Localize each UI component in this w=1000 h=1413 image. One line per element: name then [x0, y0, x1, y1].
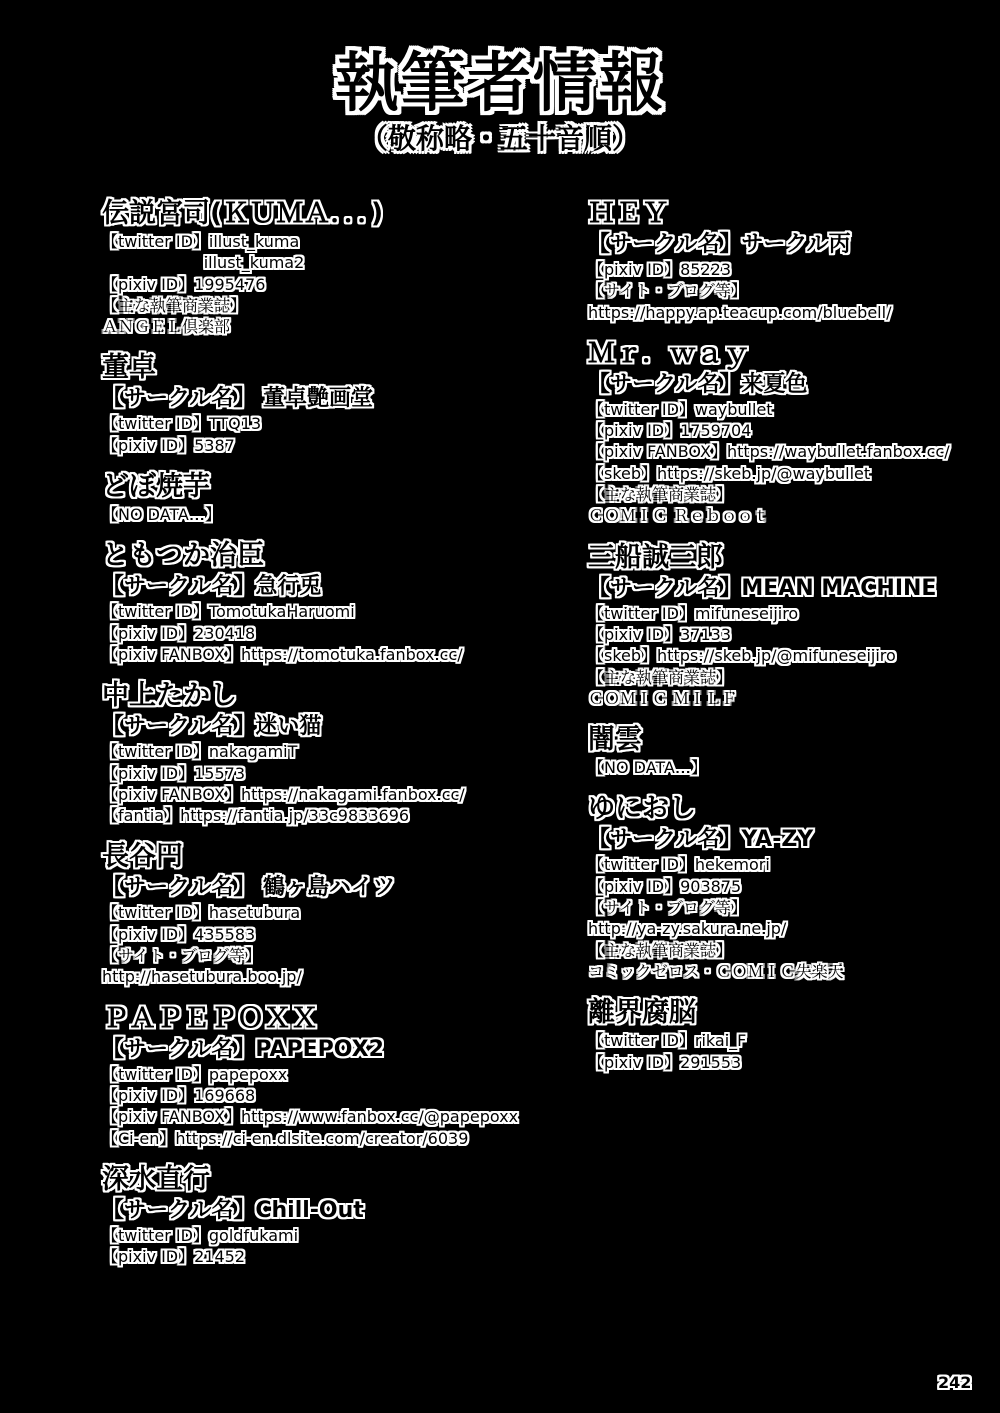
- circle-name-line: 【サークル名】 鶴ヶ島ハイツ: [102, 875, 396, 901]
- author-info-line: ＣＯＭＩＣ Ｒｅｂｏｏｔ: [588, 506, 770, 526]
- author-info-line: 【主な執筆商業誌】: [588, 667, 733, 687]
- author-info-line: 【サイト・ブログ等】: [102, 946, 261, 966]
- author-info-line: 【pixiv ID】435583: [102, 924, 256, 944]
- author-info-line: ＡＮＧＥＬ倶楽部: [102, 317, 231, 337]
- circle-name-line: 【サークル名】迷い猫: [102, 714, 322, 740]
- author-info-line: 【pixiv ID】230418: [102, 623, 256, 643]
- author-name: ＰＡＰＥＰＯＸＸ: [102, 1002, 318, 1034]
- author-name: ＨＥＹ: [588, 198, 669, 229]
- author-name: 董卓: [102, 352, 156, 384]
- author-entry: [102, 1163, 502, 1268]
- author-info-line: 【fantia】https://fantia.jp/33c9833696: [102, 806, 410, 826]
- author-entry: [102, 679, 502, 826]
- author-info-line: 【twitter ID】TTQ13: [102, 414, 262, 434]
- author-entry: [588, 197, 988, 323]
- author-info-line: 【pixiv ID】5387: [102, 435, 235, 455]
- author-info-line: 【主な執筆商業誌】: [588, 940, 733, 960]
- author-info-line: https://happy.ap.teacup.com/bluebell/: [588, 302, 892, 322]
- author-info-line: illust_kuma2: [102, 253, 305, 273]
- author-info-line: 【pixiv FANBOX】https://waybullet.fanbox.cc/: [588, 442, 950, 462]
- page-number: 242: [938, 1373, 972, 1392]
- author-entry: [588, 996, 988, 1073]
- left-author-column: [102, 197, 519, 1281]
- author-info-line: 【twitter ID】nakagamiT: [102, 742, 298, 762]
- author-name: 深水直行: [102, 1163, 210, 1195]
- author-info-line: 【主な執筆商業誌】: [102, 295, 247, 315]
- circle-name-line: 【サークル名】サークル丙: [588, 232, 851, 257]
- author-info-line: 【pixiv ID】1759704: [588, 421, 752, 441]
- author-name: どぼ焼芋: [102, 471, 210, 503]
- circle-name-line: 【サークル名】急行兎: [102, 574, 322, 600]
- author-info-line: 【twitter ID】goldfukami: [102, 1225, 299, 1245]
- author-info-line: 【twitter ID】waybullet: [588, 399, 773, 419]
- author-name: 三船誠三郎: [588, 541, 723, 573]
- author-info-line: 【主な執筆商業誌】: [588, 485, 733, 505]
- author-info-line: 【twitter ID】mifuneseijiro: [588, 603, 799, 623]
- author-info-line: 【twitter ID】rikai_F: [588, 1031, 747, 1051]
- author-info-line: 【pixiv ID】169668: [102, 1085, 256, 1105]
- author-name: 離界腐脳: [588, 997, 696, 1029]
- author-entry: [588, 541, 988, 709]
- author-info-line: 【twitter ID】TomotukaHaruomi: [102, 602, 355, 622]
- author-info-line: 【pixiv ID】291553: [588, 1052, 742, 1072]
- author-info-line: 【pixiv FANBOX】https://www.fanbox.cc/@papepoxx: [102, 1107, 519, 1127]
- right-author-column: [588, 197, 988, 1087]
- author-info-line: ＣＯＭＩＣ ＭＩＬＦ: [588, 688, 738, 708]
- author-info-line: コミックゼロス・ＣＯＭＩＣ失楽天: [588, 961, 844, 981]
- author-info-line: 【twitter ID】hekemori: [588, 855, 770, 875]
- author-entry: [102, 539, 502, 665]
- author-info-line: 【pixiv ID】15573: [102, 763, 246, 783]
- author-info-line: 【pixiv FANBOX】https://tomotuka.fanbox.cc/: [102, 644, 463, 664]
- circle-name-line: 【サークル名】 董卓艶画堂: [102, 386, 374, 412]
- author-info-line: 【NO DATA…】: [102, 505, 221, 525]
- author-entry: [102, 1002, 519, 1149]
- author-info-line: 【Ci-en】https://ci-en.dlsite.com/creator/6039: [102, 1128, 469, 1148]
- author-info-line: 【skeb】https://skeb.jp/@waybullet: [588, 463, 871, 483]
- circle-name-line: 【サークル名】Chill-Out: [102, 1197, 364, 1223]
- circle-name-line: 【サークル名】PAPEPOX2: [102, 1036, 384, 1062]
- author-info-line: 【pixiv ID】21452: [102, 1247, 246, 1267]
- author-name: ゆにおし: [588, 793, 696, 825]
- author-info-line: 【twitter ID】illust_kuma: [102, 232, 300, 251]
- author-info-line: 【pixiv FANBOX】https://nakagami.fanbox.cc/: [102, 784, 465, 804]
- author-entry: [588, 723, 988, 778]
- author-entry: [102, 351, 502, 456]
- author-info-line: http://ya-zy.sakura.ne.jp/: [588, 919, 787, 939]
- author-entry: [588, 792, 988, 982]
- page-subtitle: （敬称略・五十音順）: [359, 122, 640, 155]
- author-name: 中上たかし: [102, 680, 237, 712]
- author-info-line: 【pixiv ID】903875: [588, 876, 742, 896]
- author-name: 伝説宮司(ＫＵＭＡ．．．): [102, 198, 384, 229]
- author-info-line: 【skeb】https://skeb.jp/@mifuneseijiro: [588, 646, 896, 666]
- author-info-line: http://hasetubura.boo.jp/: [102, 967, 302, 987]
- author-name: 闇雲: [588, 724, 642, 756]
- circle-name-line: 【サークル名】MEAN MACHINE: [588, 575, 937, 601]
- circle-name-line: 【サークル名】YA-ZY: [588, 827, 814, 853]
- page-title: 執筆者情報: [335, 46, 665, 121]
- author-info-line: 【NO DATA…】: [588, 758, 707, 778]
- author-entry: [102, 470, 502, 525]
- author-name: 長谷円: [102, 841, 183, 873]
- author-info-line: 【twitter ID】hasetubura: [102, 903, 301, 923]
- author-info-line: 【pixiv ID】37133: [588, 624, 732, 644]
- author-info-line: 【サイト・ブログ等】: [588, 898, 747, 918]
- author-info-line: 【pixiv ID】1995476: [102, 274, 266, 294]
- author-info-line: 【twitter ID】papepoxx: [102, 1064, 288, 1084]
- author-info-line: 【pixiv ID】85223: [588, 260, 732, 279]
- author-entry: [588, 337, 988, 527]
- author-entry: [102, 197, 502, 337]
- author-info-line: 【サイト・ブログ等】: [588, 281, 747, 301]
- author-name: ともつか治臣: [102, 540, 264, 572]
- author-name: Ｍｒ．ｗａｙ: [588, 337, 750, 369]
- author-entry: [102, 840, 502, 987]
- circle-name-line: 【サークル名】来夏色: [588, 371, 808, 397]
